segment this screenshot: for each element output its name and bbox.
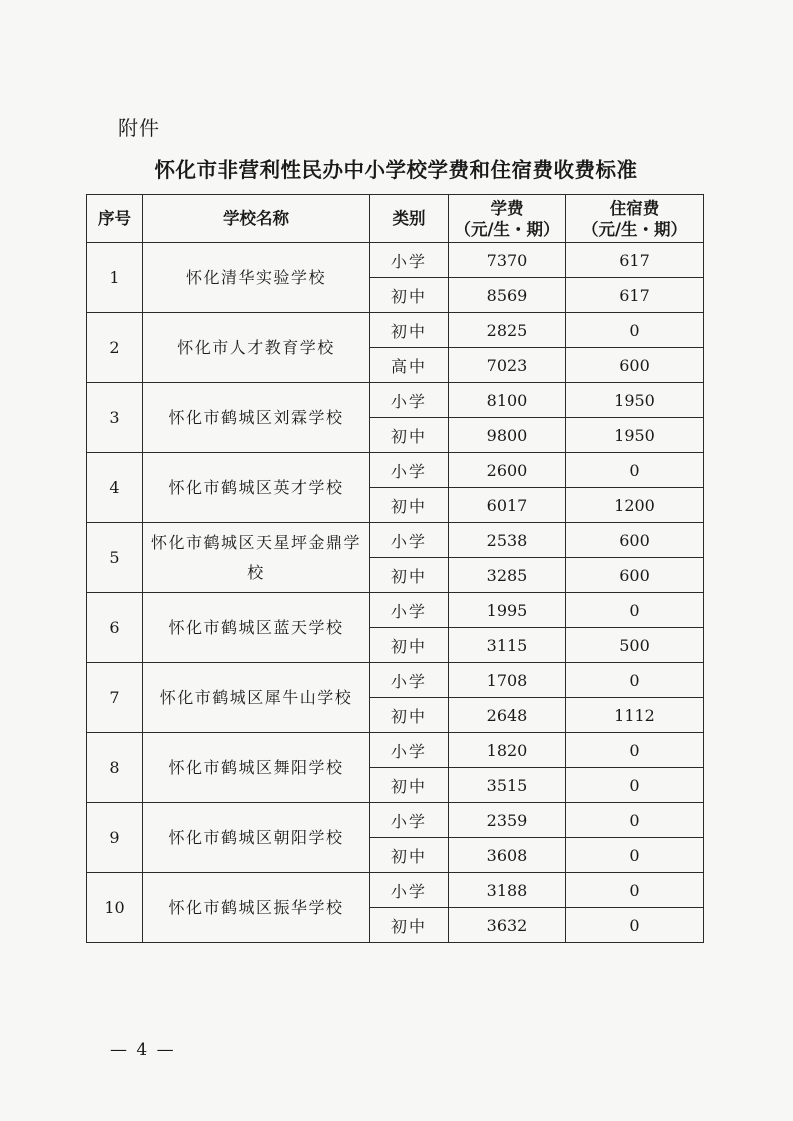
category-cell: 初中 (370, 908, 449, 943)
table-row (87, 663, 704, 698)
boarding-cell: 1112 (566, 698, 704, 733)
category-cell: 小学 (370, 243, 449, 278)
school-no: 4 (87, 453, 143, 523)
tuition-cell: 3632 (449, 908, 566, 943)
table-row (87, 523, 704, 558)
boarding-cell: 600 (566, 523, 704, 558)
tuition-cell: 8100 (449, 383, 566, 418)
tuition-cell: 1820 (449, 733, 566, 768)
attachment-label: 附件 (118, 116, 160, 140)
header-school-name: 学校名称 (143, 195, 370, 243)
tuition-cell: 3285 (449, 558, 566, 593)
table-row (87, 873, 704, 908)
table-row (87, 803, 704, 838)
category-cell: 小学 (370, 523, 449, 558)
tuition-cell: 1708 (449, 663, 566, 698)
school-name: 怀化市鹤城区天星坪金鼎学校 (143, 523, 370, 593)
boarding-cell: 0 (566, 838, 704, 873)
school-no: 2 (87, 313, 143, 383)
category-cell: 初中 (370, 768, 449, 803)
school-name: 怀化市鹤城区舞阳学校 (143, 733, 370, 803)
header-tuition-label: 学费 (490, 198, 524, 218)
boarding-cell: 0 (566, 803, 704, 838)
tuition-cell: 7023 (449, 348, 566, 383)
category-cell: 初中 (370, 698, 449, 733)
boarding-cell: 0 (566, 908, 704, 943)
category-cell: 初中 (370, 838, 449, 873)
boarding-cell: 0 (566, 593, 704, 628)
table-row (87, 313, 704, 348)
table-row (87, 733, 704, 768)
school-no: 6 (87, 593, 143, 663)
page-number: — 4 — (110, 1040, 176, 1060)
boarding-cell: 0 (566, 663, 704, 698)
category-cell: 小学 (370, 873, 449, 908)
tuition-cell: 9800 (449, 418, 566, 453)
school-no: 8 (87, 733, 143, 803)
header-category: 类别 (370, 195, 449, 243)
tuition-cell: 3608 (449, 838, 566, 873)
tuition-cell: 2825 (449, 313, 566, 348)
header-boarding-label: 住宿费 (609, 198, 660, 218)
category-cell: 小学 (370, 593, 449, 628)
category-cell: 小学 (370, 453, 449, 488)
category-cell: 初中 (370, 313, 449, 348)
school-no: 7 (87, 663, 143, 733)
table-row (87, 453, 704, 488)
category-cell: 初中 (370, 488, 449, 523)
boarding-cell: 0 (566, 733, 704, 768)
boarding-cell: 0 (566, 873, 704, 908)
tuition-cell: 3188 (449, 873, 566, 908)
category-cell: 初中 (370, 628, 449, 663)
boarding-cell: 0 (566, 453, 704, 488)
category-cell: 小学 (370, 383, 449, 418)
boarding-cell: 0 (566, 313, 704, 348)
category-cell: 小学 (370, 803, 449, 838)
tuition-cell: 2600 (449, 453, 566, 488)
school-no: 9 (87, 803, 143, 873)
tuition-cell: 3115 (449, 628, 566, 663)
boarding-cell: 617 (566, 278, 704, 313)
tuition-cell: 6017 (449, 488, 566, 523)
boarding-cell: 600 (566, 558, 704, 593)
school-no: 1 (87, 243, 143, 313)
table-row (87, 593, 704, 628)
school-name: 怀化市鹤城区犀牛山学校 (143, 663, 370, 733)
tuition-cell: 7370 (449, 243, 566, 278)
school-name: 怀化市鹤城区振华学校 (143, 873, 370, 943)
category-cell: 初中 (370, 418, 449, 453)
boarding-cell: 1950 (566, 383, 704, 418)
category-cell: 小学 (370, 663, 449, 698)
boarding-cell: 617 (566, 243, 704, 278)
boarding-cell: 600 (566, 348, 704, 383)
school-no: 10 (87, 873, 143, 943)
school-no: 5 (87, 523, 143, 593)
boarding-cell: 0 (566, 768, 704, 803)
category-cell: 小学 (370, 733, 449, 768)
tuition-cell: 1995 (449, 593, 566, 628)
school-name: 怀化市鹤城区蓝天学校 (143, 593, 370, 663)
school-name: 怀化市鹤城区英才学校 (143, 453, 370, 523)
tuition-cell: 2359 (449, 803, 566, 838)
document-title: 怀化市非营利性民办中小学校学费和住宿费收费标准 (154, 158, 638, 182)
header-tuition (449, 195, 566, 243)
table-row (87, 243, 704, 278)
category-cell: 高中 (370, 348, 449, 383)
school-name: 怀化市人才教育学校 (143, 313, 370, 383)
table-row (87, 383, 704, 418)
fee-table (86, 194, 704, 943)
tuition-cell: 3515 (449, 768, 566, 803)
school-name: 怀化市鹤城区朝阳学校 (143, 803, 370, 873)
table-header-row (87, 195, 704, 243)
header-boarding (566, 195, 704, 243)
tuition-cell: 2648 (449, 698, 566, 733)
school-name: 怀化市鹤城区刘霖学校 (143, 383, 370, 453)
category-cell: 初中 (370, 278, 449, 313)
category-cell: 初中 (370, 558, 449, 593)
header-no: 序号 (87, 195, 143, 243)
school-no: 3 (87, 383, 143, 453)
header-tuition-unit: （元/生・期） (454, 219, 560, 239)
boarding-cell: 1200 (566, 488, 704, 523)
boarding-cell: 1950 (566, 418, 704, 453)
tuition-cell: 8569 (449, 278, 566, 313)
school-name: 怀化清华实验学校 (143, 243, 370, 313)
tuition-cell: 2538 (449, 523, 566, 558)
boarding-cell: 500 (566, 628, 704, 663)
header-boarding-unit: （元/生・期） (581, 219, 688, 239)
